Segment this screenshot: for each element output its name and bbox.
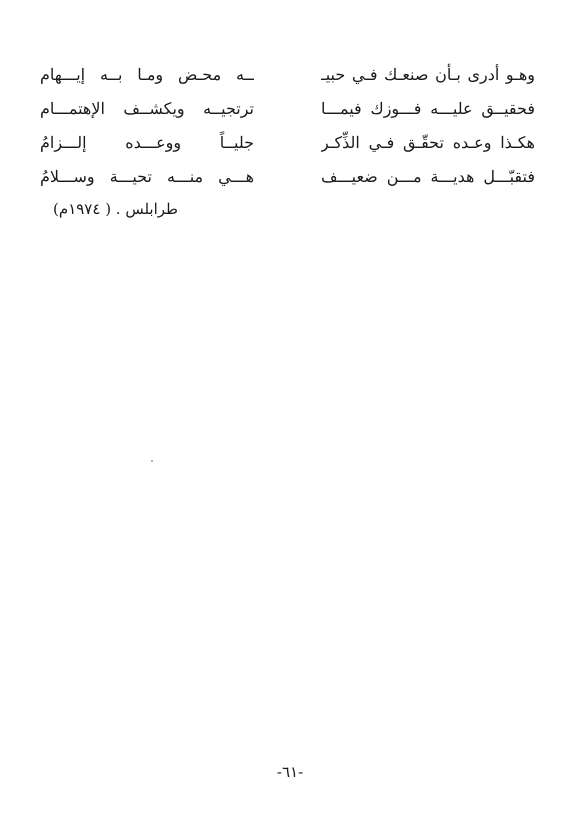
verse-second-hemistich: هـــي منـــه تحيـــة وســـلامُ [40,167,254,186]
poem-verse [40,160,535,194]
place-date-signature: طرابلس . ( ١٩٧٤م) [53,200,178,218]
poem-verse [40,126,535,160]
poem-verse [40,58,535,92]
poem-verse [40,92,535,126]
verse-first-hemistich: وهـو أدرى بـأن صنعـك فـي حبيـ [321,65,535,84]
verse-second-hemistich: جليــاً ووعـــده إلـــزامُ [40,133,254,152]
page-number: -٦١- [276,763,304,781]
verse-first-hemistich: هكـذا وعـده تحقّـق فـي الذِّكـر [321,133,535,152]
scan-speck [151,460,153,462]
verse-first-hemistich: فحقيــق عليـــه فـــوزك فيمـــا [321,99,535,118]
poem [40,58,535,194]
verse-second-hemistich: ترتجيــه ويكشــف الإهتمـــام [40,99,254,118]
verse-first-hemistich: فتقبّـــل هديـــة مـــن ضعيـــف [321,167,535,186]
verse-second-hemistich: ــه محـض ومـا بــه إيـــهام [40,65,254,84]
